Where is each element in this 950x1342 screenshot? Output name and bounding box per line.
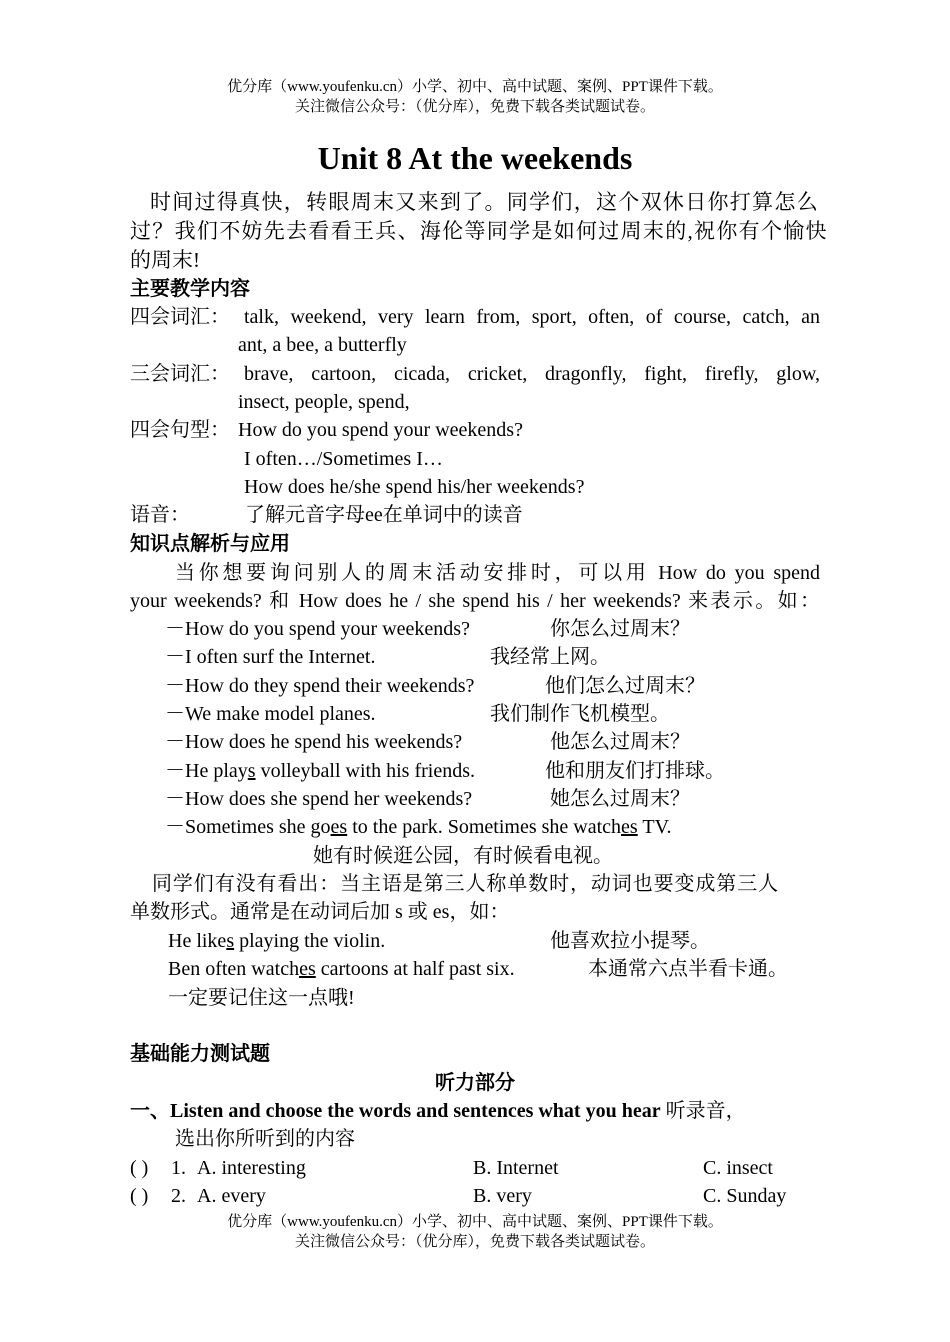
question-instruction-cn: 听录音， (665, 1100, 746, 1122)
verb-suffix: es (330, 816, 348, 838)
sample-text: playing the violin. (234, 930, 386, 952)
verb-suffix: es (621, 816, 638, 838)
patterns-line-3: How does he/she spend his/her weekends? (244, 476, 585, 498)
page-title: Unit 8 At the weekends (317, 140, 633, 176)
header-line-2: 关注微信公众号：（优分库），免费下载各类试题试卷。 (294, 99, 655, 115)
item-number: 1. (171, 1157, 186, 1179)
phonetics-text: 了解元音字母ee在单词中的读音 (245, 504, 523, 526)
example-cn: 他怎么过周末？ (550, 731, 690, 753)
explain-line-2: your weekends? 和 How does he / she spend his / her weekends? 来表示。如： (130, 590, 820, 612)
intro-line-3: 的周末! (130, 248, 200, 272)
patterns-line-1: How do you spend your weekends? (238, 419, 523, 441)
example-cn: 他和朋友们打排球。 (545, 760, 725, 782)
footer-line-2: 关注微信公众号：（优分库），免费下载各类试题试卷。 (294, 1234, 655, 1250)
patterns-label: 四会句型： (130, 419, 230, 441)
option-b: B. Internet (473, 1157, 559, 1179)
example-en: －How do they spend their weekends? (165, 675, 475, 697)
item-number: 2. (171, 1185, 186, 1207)
option-a: A. every (197, 1185, 266, 1207)
sample-cn: 他喜欢拉小提琴。 (550, 930, 710, 952)
section-main-heading: 主要教学内容 (130, 278, 250, 300)
remember-note: 一定要记住这一点哦! (168, 987, 355, 1009)
vocab3-label: 三会词汇： (130, 363, 230, 385)
option-c: C. Sunday (703, 1185, 787, 1207)
example-cn: 我经常上网。 (490, 646, 610, 668)
patterns-line-2: I often…/Sometimes I… (244, 448, 443, 470)
verb-suffix: s (226, 930, 235, 952)
sample-cn: 本通常六点半看卡通。 (588, 958, 788, 980)
example-text: to the park. Sometimes she watch (347, 816, 622, 838)
option-a: A. interesting (197, 1157, 306, 1179)
example-text: volleyball with his friends. (255, 760, 475, 782)
header-line-1: 优分库（www.youfenku.cn）小学、初中、高中试题、案例、PPT课件下载。 (227, 79, 723, 95)
listening-heading: 听力部分 (435, 1072, 515, 1094)
example-en: －I often surf the Internet. (165, 646, 376, 668)
answer-bracket[interactable]: ( ) (130, 1185, 149, 1207)
vocab4-line-2: ant, a bee, a butterfly (238, 334, 407, 356)
verb-suffix: es (299, 958, 316, 980)
verb-suffix: s (247, 760, 256, 782)
vocab4-line-1: talk, weekend, very learn from, sport, often, of course, catch, an (244, 306, 820, 328)
vocab3-line-2: insect, people, spend, (238, 391, 410, 413)
intro-line-1: 时间过得真快，转眼周末又来到了。同学们，这个双休日你打算怎么 (150, 190, 819, 214)
section-knowledge-heading: 知识点解析与应用 (130, 533, 290, 555)
question-prefix: 一、 (130, 1100, 170, 1122)
section-test-heading: 基础能力测试题 (130, 1043, 270, 1065)
example-cn: 她有时候逛公园，有时候看电视。 (313, 845, 613, 867)
sample-text: cartoons at half past six. (315, 958, 515, 980)
example-cn: 他们怎么过周末？ (545, 675, 705, 697)
sample-text: Ben often watch (168, 958, 300, 980)
vocab3-line-1: brave, cartoon, cicada, cricket, dragonfly, fight, firefly, glow, (244, 363, 820, 385)
answer-bracket[interactable]: ( ) (130, 1157, 149, 1179)
sample-en (168, 955, 515, 983)
option-c: C. insect (703, 1157, 773, 1179)
example-en (165, 813, 671, 841)
sample-text: He like (168, 930, 227, 952)
note-line-2: 单数形式。通常是在动词后加 s 或 es，如： (130, 901, 510, 923)
question-instruction-en: Listen and choose the words and sentences what you hear (170, 1100, 661, 1122)
example-cn: 你怎么过周末？ (550, 618, 690, 640)
example-en: －How does she spend her weekends? (165, 788, 473, 810)
option-b: B. very (473, 1185, 532, 1207)
example-en: －How does he spend his weekends? (165, 731, 463, 753)
example-text: TV. (637, 816, 672, 838)
example-cn: 她怎么过周末？ (550, 788, 690, 810)
question-1-heading (130, 1097, 746, 1125)
sample-en (168, 927, 385, 955)
phonetics-label: 语音： (130, 504, 190, 526)
intro-line-2: 过？我们不妨先去看看王兵、海伦等同学是如何过周末的,祝你有个愉快 (130, 219, 828, 243)
example-en (165, 757, 475, 785)
example-cn: 我们制作飞机模型。 (490, 703, 670, 725)
explain-line-1: 当你想要询问别人的周末活动安排时，可以用 How do you spend (175, 562, 820, 584)
example-text: －Sometimes she go (165, 816, 331, 838)
question-1-subheading: 选出你所听到的内容 (175, 1128, 355, 1150)
example-text: －He play (165, 760, 248, 782)
example-en: －How do you spend your weekends? (165, 618, 470, 640)
vocab4-label: 四会词汇： (130, 306, 230, 328)
note-line-1: 同学们有没有看出：当主语是第三人称单数时，动词也要变成第三人 (152, 873, 779, 895)
example-en: －We make model planes. (165, 703, 376, 725)
footer-line-1: 优分库（www.youfenku.cn）小学、初中、高中试题、案例、PPT课件下载。 (227, 1214, 723, 1230)
